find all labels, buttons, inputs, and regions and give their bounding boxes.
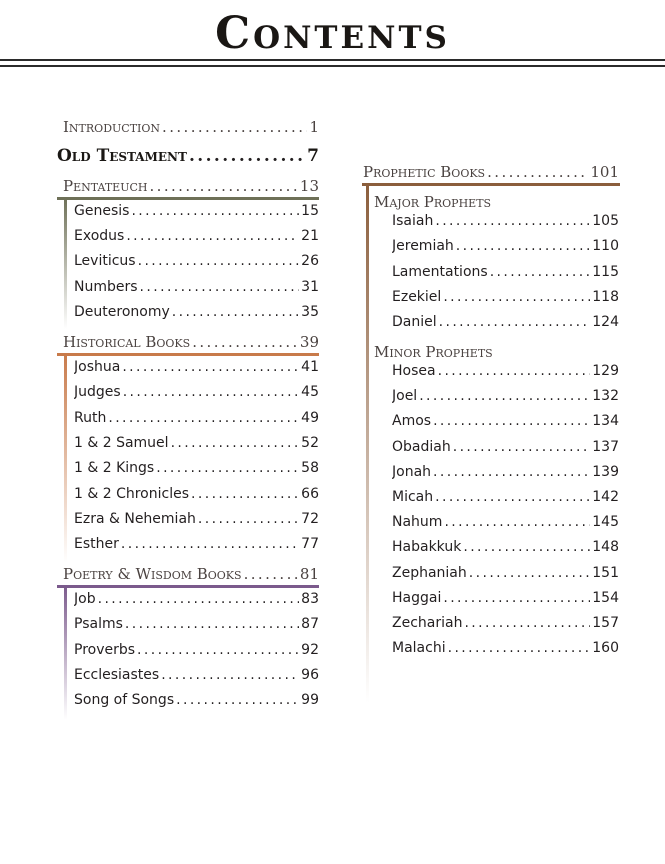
toc-entry[interactable] (392, 615, 619, 631)
toc-entry[interactable] (392, 413, 619, 429)
dot-leader (176, 692, 299, 708)
entry-label: Prophetic Books (363, 163, 486, 181)
entry-label: Old Testament (57, 146, 187, 166)
dot-leader (490, 264, 591, 280)
subheading-major-prophets: Major Prophets (374, 193, 492, 211)
title-rule-top (0, 59, 665, 61)
section-rule-poetry (57, 585, 319, 588)
toc-entry[interactable] (74, 279, 319, 295)
toc-entry[interactable] (392, 388, 619, 404)
entry-label: Numbers (74, 278, 138, 295)
entry-label: Isaiah (392, 213, 434, 229)
section-bar-prophetic (366, 183, 369, 703)
dot-leader (108, 410, 299, 426)
entry-label: Daniel (392, 314, 437, 331)
section-heading-poetry-wisdom[interactable] (63, 565, 319, 583)
dot-leader (443, 289, 590, 305)
entry-label: Job (74, 591, 96, 607)
page-number: 87 (301, 616, 319, 633)
dot-leader (126, 228, 299, 244)
page-number: 81 (299, 565, 319, 583)
entry-label: Ezekiel (392, 288, 442, 305)
page-number: 129 (592, 363, 619, 379)
dot-leader (438, 363, 591, 379)
dot-leader (123, 384, 299, 400)
entry-label: Pentateuch (63, 177, 148, 195)
section-rule-prophetic (362, 183, 620, 186)
toc-entry-old-testament[interactable] (57, 146, 319, 166)
page-number: 139 (592, 463, 619, 480)
toc-entry[interactable] (74, 384, 319, 400)
toc-entry[interactable] (392, 363, 619, 379)
entry-label: Nahum (392, 514, 443, 531)
dot-leader (487, 163, 588, 181)
toc-entry[interactable] (74, 616, 319, 632)
page-number: 92 (301, 641, 319, 658)
page-number: 1 (309, 118, 319, 136)
toc-entry[interactable] (74, 435, 319, 451)
dot-leader (171, 435, 300, 451)
page-number: 15 (301, 203, 319, 219)
page-number: 21 (301, 228, 319, 245)
toc-entry[interactable] (392, 539, 619, 555)
toc-entry[interactable] (74, 460, 319, 476)
entry-label: Joel (392, 388, 418, 405)
dot-leader (435, 213, 590, 229)
toc-entry[interactable] (392, 514, 619, 530)
entry-label: Jonah (392, 463, 432, 480)
toc-entry[interactable] (74, 486, 319, 502)
toc-entry[interactable] (74, 692, 319, 708)
page-number: 157 (592, 615, 619, 631)
dot-leader (453, 439, 591, 455)
page-number: 31 (301, 278, 319, 295)
page-number: 105 (592, 213, 619, 229)
toc-entry[interactable] (392, 489, 619, 505)
page-number: 96 (301, 666, 319, 683)
entry-label: Historical Books (63, 333, 191, 351)
entry-label: Poetry & Wisdom Books (63, 565, 242, 583)
page-number: 110 (592, 238, 619, 255)
dot-leader (444, 514, 590, 530)
toc-entry[interactable] (392, 565, 619, 581)
entry-label: 1 & 2 Chronicles (74, 485, 190, 502)
page-number: 83 (301, 591, 319, 607)
page-number: 101 (590, 163, 619, 181)
entry-label: Ecclesiastes (74, 666, 160, 683)
page-number: 151 (592, 564, 619, 581)
entry-label: Lamentations (392, 263, 488, 280)
dot-leader (439, 314, 591, 330)
entry-label: Obadiah (392, 438, 451, 455)
dot-leader (419, 388, 590, 404)
entry-label: Ezra & Nehemiah (74, 510, 196, 527)
toc-entry[interactable] (74, 304, 319, 320)
entry-label: Haggai (392, 589, 442, 606)
toc-entry-introduction[interactable] (63, 118, 319, 136)
page-number: 132 (592, 388, 619, 405)
toc-entry[interactable] (74, 642, 319, 658)
page-number: 66 (301, 485, 319, 502)
page-number: 41 (301, 359, 319, 375)
page-title: Contents (215, 8, 450, 59)
page-number: 72 (301, 510, 319, 527)
dot-leader (189, 146, 305, 166)
entry-label: Psalms (74, 616, 123, 633)
toc-entry[interactable] (74, 253, 319, 269)
dot-leader (192, 333, 298, 351)
dot-leader (198, 511, 299, 527)
dot-leader (140, 279, 300, 295)
entry-label: Genesis (74, 203, 130, 219)
dot-leader (161, 667, 299, 683)
dot-leader (435, 489, 590, 505)
entry-label: Micah (392, 489, 434, 505)
entry-label: 1 & 2 Samuel (74, 434, 169, 451)
dot-leader (443, 590, 590, 606)
dot-leader (98, 591, 300, 607)
entry-label: Judges (74, 384, 121, 401)
entry-label: Jeremiah (392, 238, 454, 255)
page-number: 154 (592, 589, 619, 606)
entry-label: Exodus (74, 228, 125, 245)
page-number: 115 (592, 263, 619, 280)
page-number: 124 (592, 314, 619, 331)
toc-entry[interactable] (74, 410, 319, 426)
toc-entry[interactable] (74, 591, 319, 607)
page-number: 148 (592, 539, 619, 556)
section-rule-historical (57, 353, 319, 356)
dot-leader (433, 464, 590, 480)
dot-leader (149, 177, 297, 195)
entry-label: Habakkuk (392, 539, 462, 556)
dot-leader (456, 238, 590, 254)
page-number: 13 (299, 177, 319, 195)
entry-label: Proverbs (74, 641, 136, 658)
dot-leader (448, 640, 591, 656)
page-number: 7 (307, 146, 319, 166)
page-number: 145 (592, 514, 619, 531)
dot-leader (433, 413, 590, 429)
page-number: 134 (592, 413, 619, 430)
toc-entry[interactable] (392, 314, 619, 330)
entry-label: Esther (74, 536, 119, 553)
entry-label: Zephaniah (392, 564, 467, 581)
page-number: 52 (301, 434, 319, 451)
title-rule-bottom (0, 65, 665, 67)
toc-entry[interactable] (392, 640, 619, 656)
page-number: 39 (299, 333, 319, 351)
dot-leader (125, 616, 299, 632)
section-bar-pentateuch (64, 197, 67, 329)
entry-label: Malachi (392, 640, 446, 657)
section-rule-pentateuch (57, 197, 319, 200)
entry-label: 1 & 2 Kings (74, 460, 155, 477)
page-number: 45 (301, 384, 319, 401)
toc-entry[interactable] (392, 213, 619, 229)
section-bar-historical (64, 353, 67, 563)
dot-leader (121, 536, 299, 552)
page-number: 118 (592, 288, 619, 305)
dot-leader (137, 642, 299, 658)
entry-label: Hosea (392, 363, 436, 379)
entry-label: Ruth (74, 409, 107, 426)
dot-leader (138, 253, 300, 269)
dot-leader (156, 460, 299, 476)
section-heading-pentateuch[interactable] (63, 177, 319, 195)
page-number: 35 (301, 303, 319, 320)
page-number: 142 (592, 489, 619, 505)
dot-leader (191, 486, 299, 502)
section-heading-historical-books[interactable] (63, 333, 319, 351)
toc-entry[interactable] (392, 464, 619, 480)
section-bar-poetry (64, 585, 67, 720)
toc-entry[interactable] (392, 289, 619, 305)
toc-entry[interactable] (74, 228, 319, 244)
toc-entry[interactable] (392, 264, 619, 280)
toc-entry[interactable] (74, 536, 319, 552)
dot-leader (131, 203, 299, 219)
toc-entry[interactable] (74, 203, 319, 219)
toc-entry[interactable] (74, 667, 319, 683)
page-number: 99 (301, 692, 319, 709)
entry-label: Introduction (63, 118, 161, 136)
dot-leader (162, 118, 307, 136)
dot-leader (463, 539, 590, 555)
entry-label: Song of Songs (74, 692, 175, 709)
page-number: 137 (592, 438, 619, 455)
entry-label: Amos (392, 413, 432, 430)
dot-leader (244, 565, 298, 583)
dot-leader (122, 359, 299, 375)
dot-leader (172, 304, 299, 320)
toc-entry[interactable] (74, 511, 319, 527)
entry-label: Zechariah (392, 615, 463, 631)
toc-entry[interactable] (392, 590, 619, 606)
entry-label: Joshua (74, 359, 121, 375)
toc-entry[interactable] (392, 238, 619, 254)
page-number: 26 (301, 253, 319, 270)
page-number: 49 (301, 409, 319, 426)
entry-label: Deuteronomy (74, 303, 170, 320)
toc-entry[interactable] (392, 439, 619, 455)
page-number: 58 (301, 460, 319, 477)
section-heading-prophetic-books[interactable] (363, 163, 619, 181)
page-number: 77 (301, 536, 319, 553)
toc-entry[interactable] (74, 359, 319, 375)
dot-leader (469, 565, 591, 581)
subheading-minor-prophets: Minor Prophets (374, 343, 493, 361)
entry-label: Leviticus (74, 253, 136, 270)
page-number: 160 (592, 640, 619, 657)
dot-leader (464, 615, 590, 631)
